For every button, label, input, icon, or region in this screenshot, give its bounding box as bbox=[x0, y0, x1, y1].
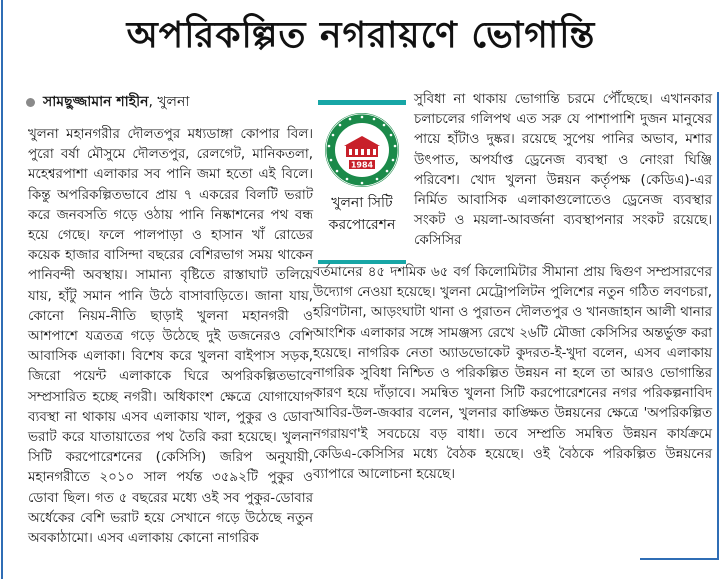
city-corporation-seal-icon bbox=[318, 106, 406, 194]
byline-author: সামছুজ্জামান শাহীন bbox=[43, 94, 149, 110]
frame-line-bottom bbox=[640, 558, 719, 560]
city-corporation-logo-box bbox=[318, 100, 406, 264]
headline: অপরিকল্পিত নগরায়ণে ভোগান্তি bbox=[126, 15, 596, 56]
article-column-3 bbox=[313, 263, 712, 485]
bullet-icon bbox=[26, 98, 35, 107]
frame-line-left bbox=[1, 0, 3, 579]
logo-caption-line-1: খুলনা সিটি bbox=[331, 195, 393, 211]
article-column-3-text: বর্তমানের ৪৫ দশমিক ৬৫ বর্গ কিলোমিটার সীমানা প্রায় দ্বিগুণ সম্প্রসারণের উদ্যোগ নেওয়া হয়েছে। খুলনা মেট্রোপলিটন পুলিশের নতুন গঠিত লবণচরা, হরিণটানা, আড়ংঘাটা থানা ও পুরাতন দৌলতপুর ও খানজাহান আলী থানার আংশিক এলাকার সঙ্গে সামঞ্জস্য রেখে ২৬টি মৌজা কেসিসির অন্তর্ভুক্ত করা হয়েছে। নাগরিক নেতা অ্যাডভোকেট কুদরত-ই-খুদা বলেন, এসব এলাকায় নাগরিক সুবিধা নিশ্চিত ও পরিকল্পিত উন্নয়ন না হলে তা আরও ভোগান্তির কারণ হয়ে দাঁড়াবে। সমন্বিত খুলনা সিটি করপোরেশনের নগর পরিকল্পনাবিদ আবির-উল-জব্বার বলেন, খুলনার কাঙ্ক্ষিত উন্নয়নের ক্ষেত্রে 'অপরিকল্পিত নগরায়ণ'ই সবচেয়ে বড় বাধা। তবে সম্প্রতি সমন্বিত উন্নয়ন কার্যক্রমে কেডিএ-কেসিসির মধ্যে বৈঠক হয়েছে। ওই বৈঠকে পরিকল্পিত উন্নয়নের ব্যাপারে আলোচনা হয়েছে। bbox=[313, 265, 712, 483]
logo-top-bar bbox=[318, 100, 406, 105]
logo-caption-line-2: করপোরেশন bbox=[328, 217, 396, 233]
article-column-2 bbox=[414, 90, 712, 252]
logo-year: 1984 bbox=[350, 160, 374, 170]
article-column-2-text: সুবিধা না থাকায় ভোগান্তি চরমে পৌঁছেছে। এখানকার চলাচলের গলিপথ এত সরু যে পাশাপাশি দুজন মানুষের পায়ে হাঁটাও দুষ্কর। রয়েছে সুপেয় পানির অভাব, মশার উৎপাত, অপর্যাপ্ত ড্রেনেজ ব্যবস্থা ও নোংরা ঘিঞ্জি পরিবেশ। খোদ খুলনা উন্নয়ন কর্তৃপক্ষ (কেডিএ)-এর নির্মিত আবাসিক এলাকাগুলোতেও ড্রেনেজ ব্যবস্থার সংকট ও ময়লা-আবর্জনা ব্যবস্থাপনার সংকট রয়েছে। কেসিসির bbox=[414, 92, 712, 249]
article-column-1-text: খুলনা মহানগরীর দৌলতপুর মধ্যডাঙ্গা কোপার বিল। পুরো বর্ষা মৌসুমে দৌলতপুর, রেলগেট, মানিকতলা, মহেশ্বরপাশা এলাকার সব পানি জমা হতো এই বিলে। কিন্তু অপরিকল্পিতভাবে প্রায় ৭ একরের বিলটি ভরাট করে জনবসতি গড়ে ওঠায় পানি নিষ্কাশনের পথ বন্ধ হয়ে গেছে। ফলে পালপাড়া ও হাসান খাঁ রোডের কয়েক হাজার বাসিন্দা বছরের বেশিরভাগ সময় থাকেন পানিবন্দী অবস্থায়। সামান্য বৃষ্টিতে রাস্তাঘাট তলিয়ে যায়, হাঁটু সমান পানি উঠে বাসাবাড়িতে। জানা যায়, কোনো নিয়ম-নীতি ছাড়াই খুলনা মহানগরী ও আশপাশে যত্রতত্র গড়ে উঠেছে দুই ডজনেরও বেশি আবাসিক এলাকা। বিশেষ করে খুলনা বাইপাস সড়ক, জিরো পয়েন্ট এলাকাকে ঘিরে অপরিকল্পিতভাবে সম্প্রসারিত হচ্ছে নগরী। অধিকাংশ ক্ষেত্রে যোগাযোগ ব্যবস্থা না থাকায় এসব এলাকায় খাল, পুকুর ও ডোবা ভরাট করে যাতায়াতের পথ তৈরি করা হয়েছে। খুলনা সিটি করপোরেশনের (কেসিসি) জরিপ অনুযায়ী, মহানগরীতে ২০১০ সাল পর্যন্ত ৩৫৯২টি পুকুর ও ডোবা ছিল। গত ৫ বছরের মধ্যে ওই সব পুকুর-ডোবার অর্ধেকের বেশি ভরাট হয়ে সেখানে গড়ে উঠেছে নতুন অবকাঠামো। এসব এলাকায় কোনো নাগরিক bbox=[28, 127, 313, 547]
byline-location: , খুলনা bbox=[148, 94, 190, 110]
article-column-1 bbox=[28, 125, 313, 549]
byline bbox=[26, 93, 189, 111]
frame-line-right bbox=[717, 92, 719, 560]
logo-caption bbox=[318, 192, 406, 236]
